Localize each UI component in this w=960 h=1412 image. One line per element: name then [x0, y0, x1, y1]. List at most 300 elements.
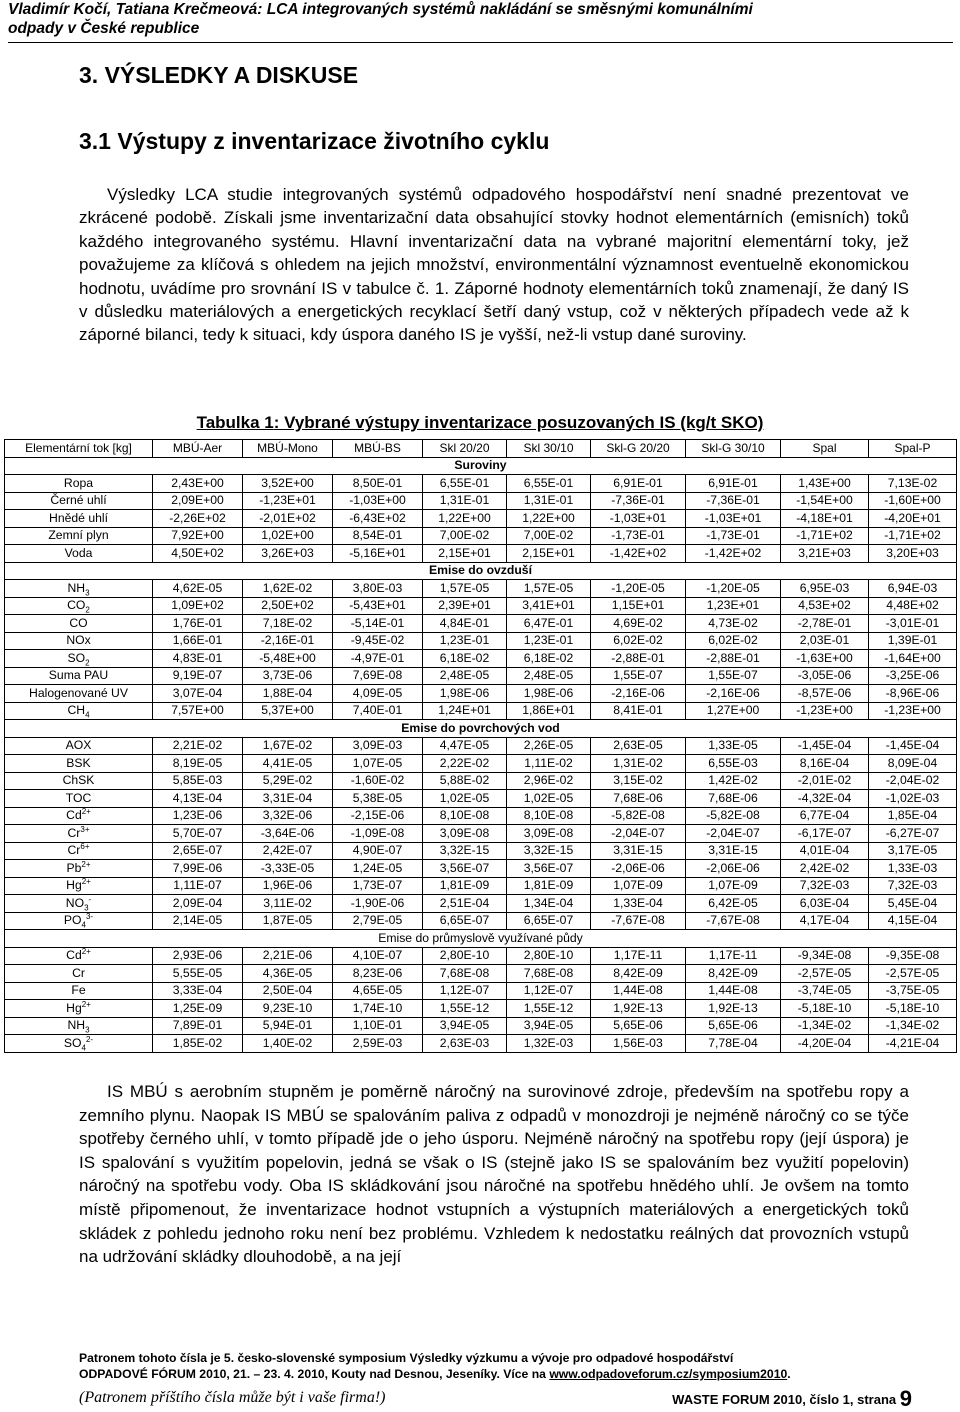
value-cell: 6,65E-07 — [423, 912, 507, 930]
value-cell: 2,59E-03 — [333, 1035, 423, 1053]
value-cell: 1,76E-01 — [153, 615, 243, 633]
footer-patron-line: Patronem tohoto čísla je 5. česko-slovenské symposium Výsledky výzkumu a vývoje pro odpadové hospodářství — [79, 1351, 734, 1365]
table-row — [5, 597, 957, 615]
footer-journal-text: WASTE FORUM 2010, číslo 1, strana — [672, 1392, 900, 1407]
table-row — [5, 475, 957, 493]
value-cell: -3,74E-05 — [781, 982, 869, 1000]
value-cell: 1,22E+00 — [507, 510, 591, 528]
value-cell: 4,53E+02 — [781, 597, 869, 615]
value-cell: 4,69E-02 — [591, 615, 686, 633]
flow-name-cell — [5, 877, 153, 895]
flow-name: Zemní plyn — [48, 528, 109, 543]
value-cell: 6,47E-01 — [507, 615, 591, 633]
value-cell: 6,77E-04 — [781, 807, 869, 825]
value-cell: 5,85E-03 — [153, 772, 243, 790]
value-cell: -4,20E+01 — [869, 510, 957, 528]
value-cell: 8,42E-09 — [591, 965, 686, 983]
value-cell: 1,15E+01 — [591, 597, 686, 615]
table-row — [5, 772, 957, 790]
value-cell: 3,56E-07 — [507, 860, 591, 878]
value-cell: 2,63E-05 — [591, 737, 686, 755]
value-cell: 1,44E-08 — [591, 982, 686, 1000]
flow-name-cell — [5, 1000, 153, 1018]
value-cell: 1,24E-05 — [333, 860, 423, 878]
value-cell: -8,96E-06 — [869, 685, 957, 703]
value-cell: 8,19E-05 — [153, 755, 243, 773]
flow-name-cell — [5, 842, 153, 860]
value-cell: 1,02E-05 — [423, 790, 507, 808]
value-cell: -2,88E-01 — [686, 650, 781, 668]
value-cell: 3,52E+00 — [243, 475, 333, 493]
value-cell: 2,42E-02 — [781, 860, 869, 878]
value-cell: -5,82E-08 — [686, 807, 781, 825]
value-cell: 6,91E-01 — [591, 475, 686, 493]
value-cell: 3,94E-05 — [507, 1017, 591, 1035]
flow-name-cell — [5, 947, 153, 965]
flow-name-cell — [5, 737, 153, 755]
value-cell: 1,23E-01 — [507, 632, 591, 650]
value-cell: 2,50E+02 — [243, 597, 333, 615]
value-cell: 1,56E-03 — [591, 1035, 686, 1053]
table-row — [5, 1035, 957, 1053]
value-cell: 1,55E-12 — [507, 1000, 591, 1018]
value-cell: 4,15E-04 — [869, 912, 957, 930]
value-cell: 2,80E-10 — [507, 947, 591, 965]
value-cell: 1,34E-04 — [507, 895, 591, 913]
value-cell: 1,85E-02 — [153, 1035, 243, 1053]
value-cell: -3,25E-06 — [869, 667, 957, 685]
value-cell: -3,01E-01 — [869, 615, 957, 633]
value-cell: 2,48E-05 — [423, 667, 507, 685]
column-header-flow: Elementární tok [kg] — [5, 440, 153, 458]
flow-name: PO — [63, 913, 82, 928]
value-cell: -1,45E-04 — [869, 737, 957, 755]
value-cell: 3,32E-15 — [507, 842, 591, 860]
value-cell: 9,23E-10 — [243, 1000, 333, 1018]
flow-name-subscript: 4 — [81, 1043, 86, 1052]
value-cell: 1,10E-01 — [333, 1017, 423, 1035]
value-cell: 1,39E-01 — [869, 632, 957, 650]
value-cell: 1,12E-07 — [423, 982, 507, 1000]
value-cell: 4,17E-04 — [781, 912, 869, 930]
value-cell: -1,20E-05 — [591, 580, 686, 598]
flow-name-superscript: 2+ — [81, 877, 91, 887]
value-cell: -2,06E-06 — [591, 860, 686, 878]
value-cell: 3,31E-15 — [686, 842, 781, 860]
value-cell: -9,34E-08 — [781, 947, 869, 965]
value-cell: -1,71E+02 — [781, 527, 869, 545]
value-cell: 1,81E-09 — [507, 877, 591, 895]
value-cell: 1,92E-13 — [591, 1000, 686, 1018]
value-cell: 5,37E+00 — [243, 702, 333, 720]
flow-name-superscript: 2- — [85, 1034, 94, 1044]
symposium-link[interactable]: www.odpadoveforum.cz/symposium2010 — [549, 1367, 788, 1381]
flow-name-superscript: - — [88, 894, 92, 904]
value-cell: 3,15E-02 — [591, 772, 686, 790]
flow-name-cell — [5, 475, 153, 493]
table-row — [5, 702, 957, 720]
table-section-row — [5, 720, 957, 738]
value-cell: 1,98E-06 — [423, 685, 507, 703]
value-cell: -1,03E+01 — [686, 510, 781, 528]
header-rule — [8, 42, 953, 43]
value-cell: 4,50E+02 — [153, 545, 243, 563]
value-cell: -2,01E-02 — [781, 772, 869, 790]
discussion-paragraph — [79, 1080, 909, 1269]
value-cell: -6,27E-07 — [869, 825, 957, 843]
value-cell: 3,07E-04 — [153, 685, 243, 703]
flow-name: Cr — [67, 843, 81, 858]
value-cell: -7,67E-08 — [686, 912, 781, 930]
value-cell: 1,85E-04 — [869, 807, 957, 825]
value-cell: -4,97E-01 — [333, 650, 423, 668]
table-caption-label: Tabulka 1 — [196, 413, 274, 432]
value-cell: -5,18E-10 — [869, 1000, 957, 1018]
value-cell: -2,57E-05 — [781, 965, 869, 983]
value-cell: -7,36E-01 — [686, 492, 781, 510]
value-cell: 1,17E-11 — [591, 947, 686, 965]
value-cell: 1,23E-06 — [153, 807, 243, 825]
value-cell: 1,23E+01 — [686, 597, 781, 615]
value-cell: 3,80E-03 — [333, 580, 423, 598]
value-cell: 4,62E-05 — [153, 580, 243, 598]
flow-name: Suma PAU — [48, 668, 109, 683]
value-cell: 7,68E-08 — [423, 965, 507, 983]
value-cell: 6,18E-02 — [423, 650, 507, 668]
section-title: 3. VÝSLEDKY A DISKUSE — [79, 62, 359, 88]
value-cell: 1,42E-02 — [686, 772, 781, 790]
value-cell: 1,43E+00 — [781, 475, 869, 493]
value-cell: -2,88E-01 — [591, 650, 686, 668]
value-cell: 1,66E-01 — [153, 632, 243, 650]
value-cell: -6,43E+02 — [333, 510, 423, 528]
value-cell: 3,20E+03 — [869, 545, 957, 563]
value-cell: 5,94E-01 — [243, 1017, 333, 1035]
value-cell: 6,02E-02 — [591, 632, 686, 650]
value-cell: -2,15E-06 — [333, 807, 423, 825]
value-cell: 1,86E+01 — [507, 702, 591, 720]
value-cell: 3,21E+03 — [781, 545, 869, 563]
flow-name-cell — [5, 510, 153, 528]
value-cell: 7,32E-03 — [781, 877, 869, 895]
flow-name-cell — [5, 597, 153, 615]
value-cell: -1,23E+01 — [243, 492, 333, 510]
value-cell: 2,26E-05 — [507, 737, 591, 755]
value-cell: 1,88E-04 — [243, 685, 333, 703]
value-cell: -5,18E-10 — [781, 1000, 869, 1018]
table-row — [5, 492, 957, 510]
value-cell: -1,54E+00 — [781, 492, 869, 510]
value-cell: 3,11E-02 — [243, 895, 333, 913]
value-cell: 1,11E-02 — [507, 755, 591, 773]
flow-name: SO — [67, 650, 86, 665]
value-cell: 6,95E-03 — [781, 580, 869, 598]
flow-name: Halogenované UV — [29, 685, 128, 700]
table-caption — [0, 413, 960, 433]
value-cell: -4,18E+01 — [781, 510, 869, 528]
flow-name: CO — [67, 598, 86, 613]
value-cell: 3,94E-05 — [423, 1017, 507, 1035]
value-cell: 6,18E-02 — [507, 650, 591, 668]
value-cell: 3,17E-05 — [869, 842, 957, 860]
table-header-row — [5, 440, 957, 458]
flow-name-superscript: 2+ — [81, 947, 91, 957]
flow-name-cell — [5, 982, 153, 1000]
value-cell: -5,48E+00 — [243, 650, 333, 668]
footer-event-line — [79, 1367, 791, 1382]
value-cell: -2,04E-07 — [591, 825, 686, 843]
flow-name: SO — [63, 1035, 82, 1050]
value-cell: 1,02E+00 — [243, 527, 333, 545]
table-row — [5, 825, 957, 843]
value-cell: 3,32E-06 — [243, 807, 333, 825]
value-cell: -3,33E-05 — [243, 860, 333, 878]
value-cell: 1,74E-10 — [333, 1000, 423, 1018]
flow-name-subscript: 3 — [85, 588, 90, 597]
value-cell: -1,64E+00 — [869, 650, 957, 668]
value-cell: 1,57E-05 — [507, 580, 591, 598]
column-header-9: Spal-P — [869, 440, 957, 458]
value-cell: -1,09E-08 — [333, 825, 423, 843]
value-cell: 2,21E-02 — [153, 737, 243, 755]
value-cell: 4,10E-07 — [333, 947, 423, 965]
intro-paragraph-text: Výsledky LCA studie integrovaných systémů odpadového hospodářství není snadné prezentovat ve zkrácené podobě. Získali jsme inventarizační data obsahující stovky hodnot elementárních (emisních) toků každého integrovaného systému. Hlavní inventarizační data na vybrané majoritní elementární toky, jež považujeme za klíčová s ohledem na jejich množství, environmentální významnost eventuelně ekonomickou hodnotu, uvádíme pro srovnání IS v tabulce č. 1. Záporné hodnoty elementárních toků znamenají, že daný IS v důsledku materiálových a energetických recyklací šetří daný vstup, což v některých případech vede až k záporné bilanci, tedy k situaci, kdy úspora daného IS je vyšší, než-li vstup dané suroviny. — [79, 185, 909, 345]
value-cell: 7,57E+00 — [153, 702, 243, 720]
flow-name-cell — [5, 860, 153, 878]
value-cell: 1,31E-02 — [591, 755, 686, 773]
flow-name: Ropa — [63, 475, 94, 490]
value-cell: 2,48E-05 — [507, 667, 591, 685]
value-cell: -2,16E-01 — [243, 632, 333, 650]
table-row — [5, 527, 957, 545]
value-cell: 5,55E-05 — [153, 965, 243, 983]
flow-name-cell — [5, 492, 153, 510]
table-row — [5, 895, 957, 913]
value-cell: -1,03E+00 — [333, 492, 423, 510]
value-cell: -5,82E-08 — [591, 807, 686, 825]
value-cell: 1,02E-05 — [507, 790, 591, 808]
flow-name-superscript: 2+ — [81, 807, 91, 817]
value-cell: 1,40E-02 — [243, 1035, 333, 1053]
value-cell: 1,73E-07 — [333, 877, 423, 895]
value-cell: 8,54E-01 — [333, 527, 423, 545]
flow-name-cell — [5, 685, 153, 703]
value-cell: -1,60E-02 — [333, 772, 423, 790]
value-cell: 7,68E-06 — [591, 790, 686, 808]
table-row — [5, 982, 957, 1000]
value-cell: 3,73E-06 — [243, 667, 333, 685]
value-cell: 7,99E-06 — [153, 860, 243, 878]
table-row — [5, 667, 957, 685]
value-cell: 1,33E-04 — [591, 895, 686, 913]
value-cell: 3,31E-04 — [243, 790, 333, 808]
value-cell: 8,23E-06 — [333, 965, 423, 983]
table-section-title: Emise do ovzduší — [5, 562, 957, 580]
value-cell: 7,18E-02 — [243, 615, 333, 633]
value-cell: -2,04E-02 — [869, 772, 957, 790]
table-row — [5, 580, 957, 598]
table-row — [5, 877, 957, 895]
value-cell: 6,55E-01 — [423, 475, 507, 493]
value-cell: 3,56E-07 — [423, 860, 507, 878]
flow-name-subscript: 2 — [85, 605, 90, 615]
flow-name-cell — [5, 895, 153, 913]
value-cell: 7,40E-01 — [333, 702, 423, 720]
value-cell: 4,01E-04 — [781, 842, 869, 860]
value-cell: -2,16E-06 — [686, 685, 781, 703]
value-cell: 4,83E-01 — [153, 650, 243, 668]
value-cell: -2,78E-01 — [781, 615, 869, 633]
flow-name: Cd — [66, 948, 82, 963]
value-cell: -4,32E-04 — [781, 790, 869, 808]
value-cell: 1,57E-05 — [423, 580, 507, 598]
value-cell: -1,90E-06 — [333, 895, 423, 913]
flow-name-cell — [5, 632, 153, 650]
value-cell: 3,33E-04 — [153, 982, 243, 1000]
value-cell: -3,64E-06 — [243, 825, 333, 843]
flow-name: Voda — [64, 545, 93, 560]
value-cell: 4,48E+02 — [869, 597, 957, 615]
value-cell: 8,09E-04 — [869, 755, 957, 773]
value-cell: 1,81E-09 — [423, 877, 507, 895]
table-section-title: Suroviny — [5, 457, 957, 475]
value-cell: -2,16E-06 — [591, 685, 686, 703]
value-cell: 4,84E-01 — [423, 615, 507, 633]
column-header-3: MBÚ-BS — [333, 440, 423, 458]
value-cell: -1,02E-03 — [869, 790, 957, 808]
table-row — [5, 545, 957, 563]
value-cell: -1,42E+02 — [591, 545, 686, 563]
flow-name: AOX — [65, 738, 92, 753]
column-header-5: Skl 30/10 — [507, 440, 591, 458]
value-cell: 7,68E-08 — [507, 965, 591, 983]
flow-name-cell — [5, 615, 153, 633]
value-cell: 1,92E-13 — [686, 1000, 781, 1018]
value-cell: 7,00E-02 — [507, 527, 591, 545]
value-cell: 2,03E-01 — [781, 632, 869, 650]
value-cell: -8,57E-06 — [781, 685, 869, 703]
value-cell: -1,20E-05 — [686, 580, 781, 598]
value-cell: 1,11E-07 — [153, 877, 243, 895]
value-cell: 1,24E+01 — [423, 702, 507, 720]
flow-name-superscript: 2+ — [81, 859, 91, 869]
value-cell: 4,36E-05 — [243, 965, 333, 983]
value-cell: -1,63E+00 — [781, 650, 869, 668]
value-cell: -9,45E-02 — [333, 632, 423, 650]
flow-name: Fe — [71, 983, 86, 998]
value-cell: -1,45E-04 — [781, 737, 869, 755]
value-cell: 2,42E-07 — [243, 842, 333, 860]
footer-event-text: ODPADOVÉ FÓRUM 2010, 21. – 23. 4. 2010, Kouty nad Desnou, Jeseníky. Více na — [79, 1367, 550, 1381]
value-cell: 6,55E-01 — [507, 475, 591, 493]
value-cell: -2,26E+02 — [153, 510, 243, 528]
flow-name-cell — [5, 545, 153, 563]
value-cell: 7,68E-06 — [686, 790, 781, 808]
value-cell: -4,21E-04 — [869, 1035, 957, 1053]
value-cell: -4,20E-04 — [781, 1035, 869, 1053]
flow-name: Cd — [66, 808, 82, 823]
flow-name-cell — [5, 580, 153, 598]
value-cell: 7,92E+00 — [153, 527, 243, 545]
flow-name-cell — [5, 1017, 153, 1035]
value-cell: 6,65E-07 — [507, 912, 591, 930]
value-cell: -5,14E-01 — [333, 615, 423, 633]
value-cell: 1,12E-07 — [507, 982, 591, 1000]
value-cell: 7,13E-02 — [869, 475, 957, 493]
value-cell: 2,96E-02 — [507, 772, 591, 790]
value-cell: -3,05E-06 — [781, 667, 869, 685]
value-cell: 8,50E-01 — [333, 475, 423, 493]
flow-name-cell — [5, 825, 153, 843]
value-cell: -1,42E+02 — [686, 545, 781, 563]
value-cell: 6,02E-02 — [686, 632, 781, 650]
table-row — [5, 632, 957, 650]
flow-name: Cr — [67, 825, 81, 840]
flow-name-cell — [5, 702, 153, 720]
value-cell: 4,09E-05 — [333, 685, 423, 703]
flow-name-cell — [5, 790, 153, 808]
value-cell: 1,98E-06 — [507, 685, 591, 703]
value-cell: 2,93E-06 — [153, 947, 243, 965]
value-cell: -2,04E-07 — [686, 825, 781, 843]
value-cell: 1,22E+00 — [423, 510, 507, 528]
table-row — [5, 685, 957, 703]
table-section-row — [5, 562, 957, 580]
value-cell: -1,23E+00 — [781, 702, 869, 720]
column-header-4: Skl 20/20 — [423, 440, 507, 458]
value-cell: -1,73E-01 — [591, 527, 686, 545]
value-cell: -2,01E+02 — [243, 510, 333, 528]
flow-name: TOC — [65, 790, 92, 805]
footer-sponsor-note: (Patronem příštího čísla může být i vaše firma!) — [79, 1389, 386, 1406]
value-cell: -2,57E-05 — [869, 965, 957, 983]
value-cell: 1,31E-01 — [423, 492, 507, 510]
value-cell: 1,96E-06 — [243, 877, 333, 895]
value-cell: 2,43E+00 — [153, 475, 243, 493]
value-cell: -1,34E-02 — [869, 1017, 957, 1035]
value-cell: 1,07E-09 — [591, 877, 686, 895]
value-cell: 7,78E-04 — [686, 1035, 781, 1053]
value-cell: 1,31E-01 — [507, 492, 591, 510]
value-cell: 1,17E-11 — [686, 947, 781, 965]
flow-name-cell — [5, 667, 153, 685]
value-cell: 8,10E-08 — [423, 807, 507, 825]
value-cell: -1,03E+01 — [591, 510, 686, 528]
value-cell: 1,09E+02 — [153, 597, 243, 615]
value-cell: 1,33E-03 — [869, 860, 957, 878]
table-row — [5, 615, 957, 633]
flow-name-cell — [5, 650, 153, 668]
flow-name-superscript: 6+ — [80, 842, 90, 852]
table-row — [5, 510, 957, 528]
flow-name-subscript: 4 — [85, 710, 90, 720]
value-cell: 3,09E-03 — [333, 737, 423, 755]
value-cell: -9,35E-08 — [869, 947, 957, 965]
running-header-line-1: Vladimír Kočí, Tatiana Krečmeová: LCA integrovaných systémů nakládání se směsnými komunálními — [8, 1, 753, 18]
value-cell: -2,06E-06 — [686, 860, 781, 878]
value-cell: 7,00E-02 — [423, 527, 507, 545]
table-section-row — [5, 930, 957, 948]
flow-name: Hg — [66, 878, 82, 893]
page-number: 9 — [899, 1386, 912, 1411]
footer-event-end: . — [787, 1367, 791, 1381]
value-cell: -1,60E+00 — [869, 492, 957, 510]
value-cell: 1,33E-05 — [686, 737, 781, 755]
table-row — [5, 737, 957, 755]
flow-name-cell — [5, 527, 153, 545]
value-cell: -7,67E-08 — [591, 912, 686, 930]
value-cell: 2,21E-06 — [243, 947, 333, 965]
